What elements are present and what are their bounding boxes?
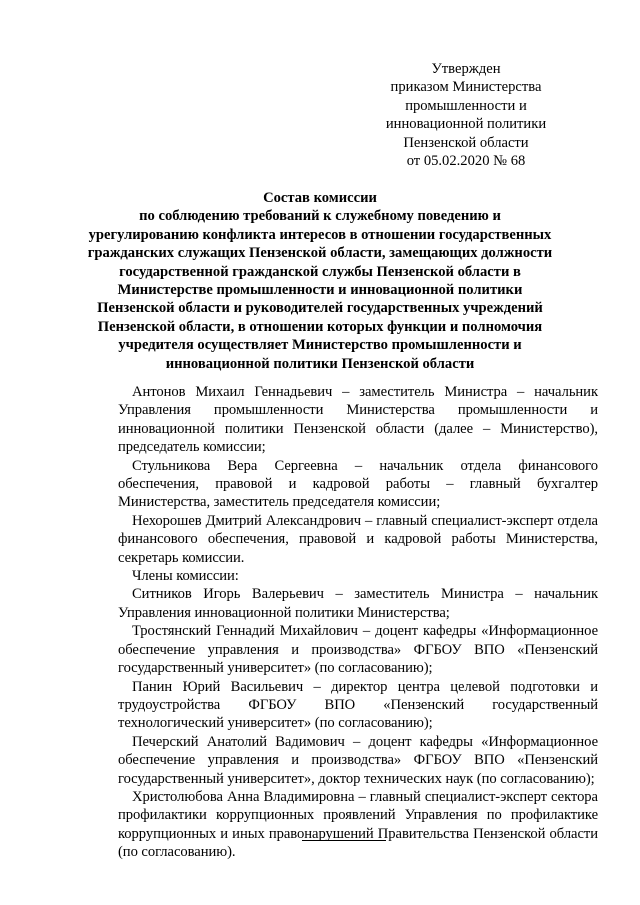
- member-entry: Ситников Игорь Валерьевич – заместитель Министра – начальник Управления инновационной политики Министерства;: [118, 586, 598, 621]
- title-line: гражданских служащих Пензенской области, замещающих должности: [87, 245, 553, 262]
- title-line: Пензенской области, в отношении которых функции и полномочия: [97, 318, 543, 335]
- closing-rule: [302, 840, 386, 841]
- title-line: по соблюдению требований к служебному поведению и: [139, 208, 501, 225]
- member-chairman: Антонов Михаил Геннадьевич – заместитель Министра – начальник Управления промышленности Министерства промышленности и инновационной политики Пензенской области (далее – Министерство), председатель комиссии;: [118, 384, 598, 456]
- title-line: Состав комиссии: [263, 190, 377, 206]
- approval-date-line: от 05.02.2020 № 68: [406, 153, 526, 170]
- member-secretary: Нехорошев Дмитрий Александрович – главный специалист-эксперт отдела финансового обеспечения, правовой и кадровой работы Министерства, секретарь комиссии.: [118, 512, 598, 566]
- member-deputy-chairman: Стульникова Вера Сергеевна – начальник отдела финансового обеспечения, правовой и кадровой работы – главный бухгалтер Министерства, заместитель председателя комиссии;: [118, 457, 598, 511]
- approval-block: [370, 60, 562, 170]
- approval-line: приказом Министерства: [390, 79, 542, 96]
- member-list: [118, 383, 598, 862]
- approval-line: Пензенской области: [403, 134, 529, 151]
- title-line: инновационной политики Пензенской области: [165, 355, 475, 372]
- approval-line: инновационной политики: [385, 116, 547, 133]
- title-line: урегулированию конфликта интересов в отношении государственных: [88, 226, 552, 243]
- title-line: государственной гражданской службы Пензенской области в: [119, 263, 521, 280]
- title-line: Пензенской области и руководителей государственных учреждений: [97, 300, 543, 317]
- member-entry: Христолюбова Анна Владимировна – главный специалист-эксперт сектора профилактики коррупционных проявлений Управления по профилактике коррупционных и иных правонарушений Правительства Пензенской области (по согласованию).: [118, 788, 598, 861]
- title-line: учредителя осуществляет Министерство промышленности и: [118, 337, 522, 354]
- title-line: Министерстве промышленности и инновационной политики: [117, 282, 523, 299]
- member-entry: Панин Юрий Васильевич – директор центра целевой подготовки и трудоустройства ФГБОУ ВПО «Пензенский государственный технологический университет» (по согласованию);: [118, 678, 598, 732]
- member-entry: Тростянский Геннадий Михайлович – доцент кафедры «Информационное обеспечение управления и производства» ФГБОУ ВПО «Пензенский государственный университет» (по согласованию);: [118, 623, 598, 677]
- member-entry: Печерский Анатолий Вадимович – доцент кафедры «Информационное обеспечение управления и производства» ФГБОУ ВПО «Пензенский государственный университет», доктор технических наук (по согласованию);: [118, 733, 598, 787]
- members-heading: Члены комиссии:: [132, 568, 239, 585]
- approval-line: промышленности и: [405, 97, 527, 114]
- document-title: [80, 189, 560, 373]
- approval-line: Утвержден: [431, 61, 501, 77]
